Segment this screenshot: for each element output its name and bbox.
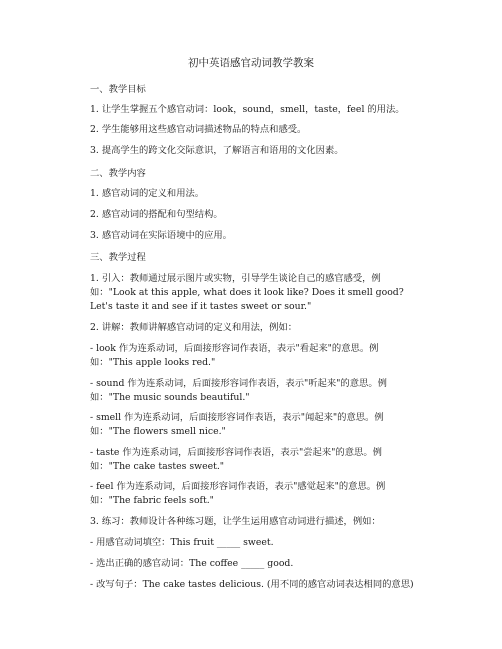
objective-item: 3. 提高学生的跨文化交际意识，了解语言和语用的文化因素。: [90, 145, 344, 156]
content-item: 3. 感官动词在实际语境中的应用。: [90, 230, 232, 241]
content-item: 1. 感官动词的定义和用法。: [90, 188, 205, 199]
objective-item: 2. 学生能够用这些感官动词描述物品的特点和感受。: [90, 124, 307, 135]
process-item-explain: 2. 讲解：教师讲解感官动词的定义和用法，例如：: [90, 322, 298, 333]
section-heading-objectives: 一、教学目标: [90, 84, 146, 95]
practice-exercise: - 选出正确的感官动词：The coffee _____ good.: [90, 558, 294, 569]
process-subitem-sound: - sound 作为连系动词，后面接形容词作表语，表示"听起来"的意思。例如："The music sounds beautiful.": [90, 378, 387, 403]
practice-exercise: - 用感官动词填空：This fruit _____ sweet.: [90, 537, 274, 548]
document-title: 初中英语感官动词教学教案: [188, 57, 314, 69]
process-subitem-taste: - taste 作为连系动词，后面接形容词作表语，表示"尝起来"的意思。例如："The cake tastes sweet.": [90, 447, 382, 472]
section-heading-process: 三、教学过程: [90, 252, 146, 263]
section-heading-content: 二、教学内容: [90, 168, 146, 179]
process-subitem-look: - look 作为连系动词，后面接形容词作表语，表示"看起来"的意思。例如："This apple looks red.": [90, 343, 379, 368]
process-item-practice: 3. 练习：教师设计各种练习题，让学生运用感官动词进行描述，例如：: [90, 516, 381, 527]
process-subitem-smell: - smell 作为连系动词，后面接形容词作表语，表示"闻起来"的意思。例如："The flowers smell nice.": [90, 412, 384, 437]
process-item-intro: 1. 引入：教师通过展示图片或实物，引导学生谈论自己的感官感受，例如："Look at this apple, what does it look like? Does it smell good? Let's taste it and see if it tastes sweet or sour.": [90, 273, 404, 312]
process-subitem-feel: - feel 作为连系动词，后面接形容词作表语，表示"感觉起来"的意思。例如："The fabric feels soft.": [90, 481, 386, 506]
content-item: 2. 感官动词的搭配和句型结构。: [90, 209, 223, 220]
objective-item: 1. 让学生掌握五个感官动词：look，sound，smell，taste，feel 的用法。: [90, 104, 405, 115]
practice-exercise: - 改写句子：The cake tastes delicious. (用不同的感官动词表达相同的意思): [90, 579, 414, 590]
